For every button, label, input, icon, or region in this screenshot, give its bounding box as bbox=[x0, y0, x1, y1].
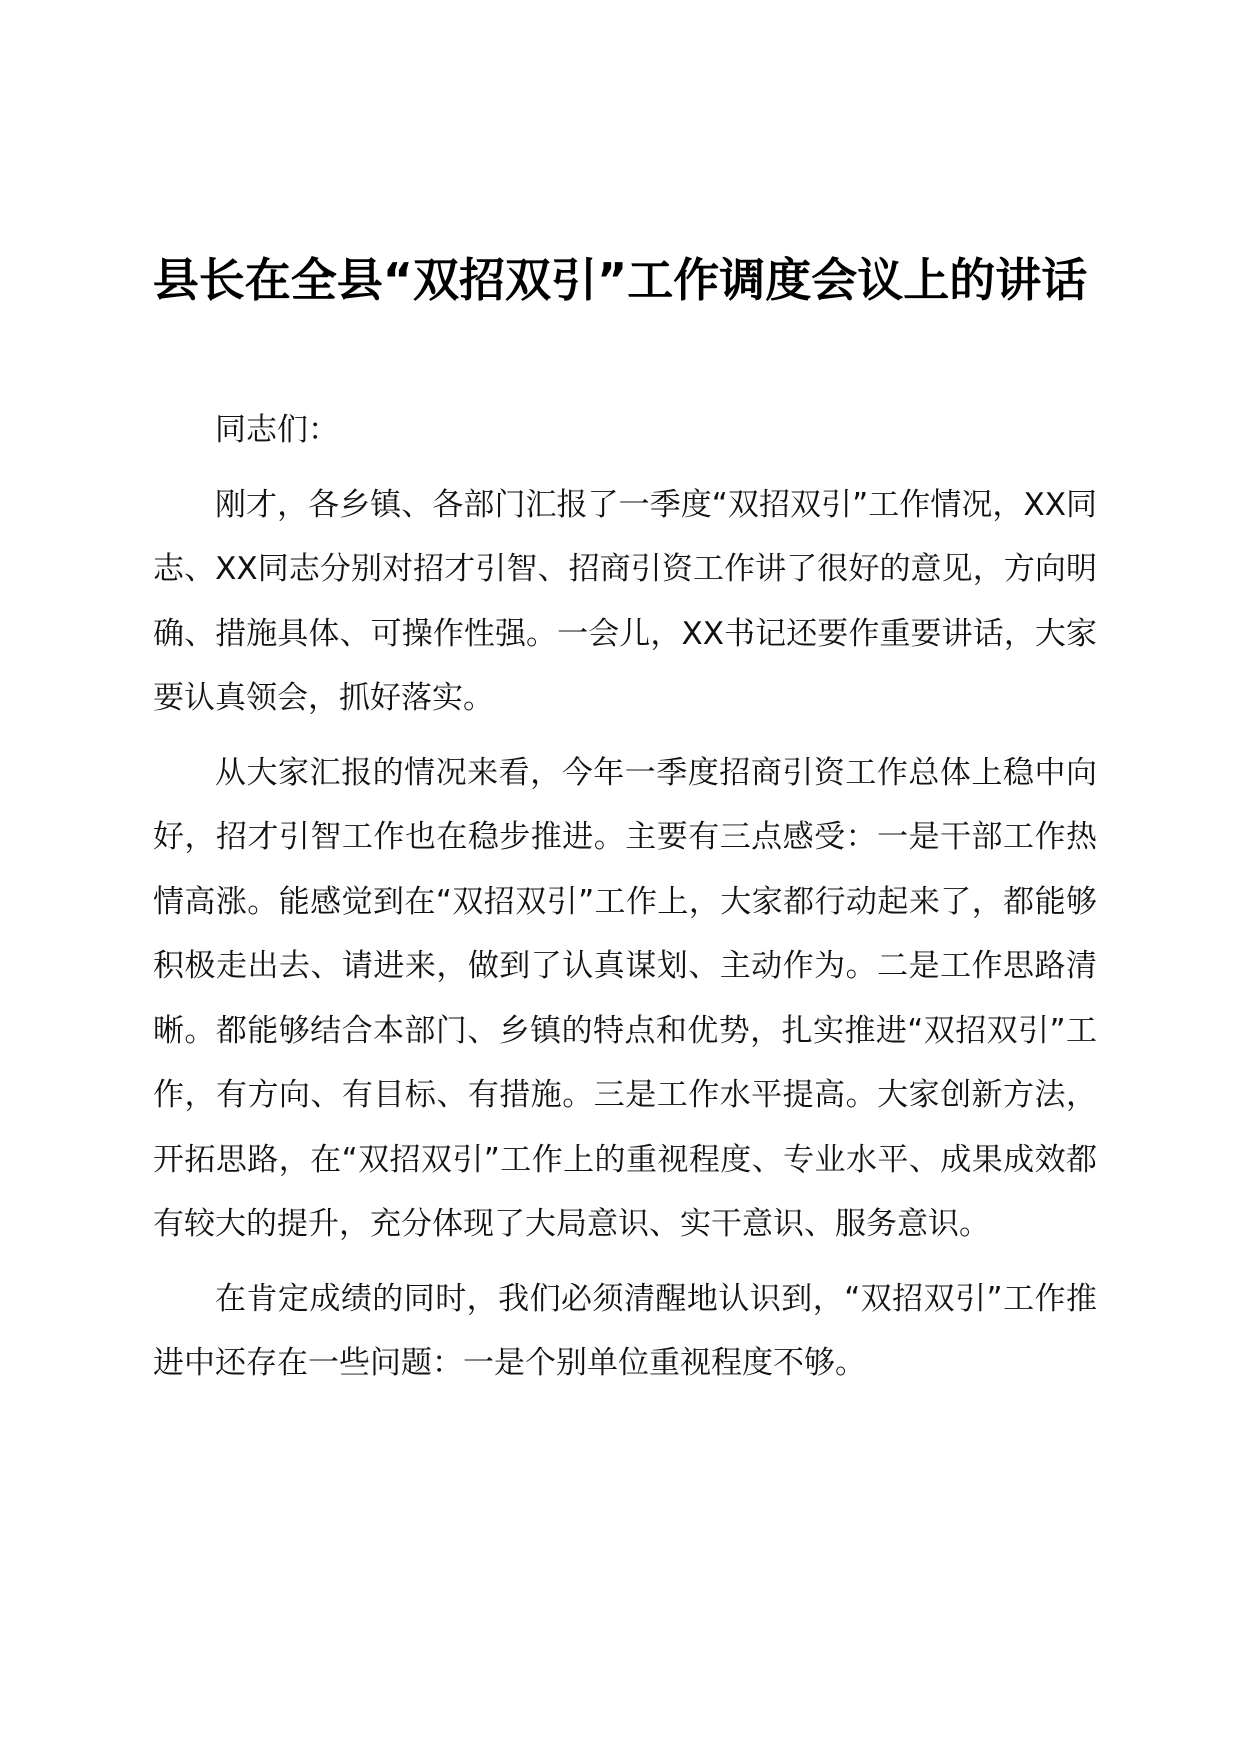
document-title: 县长在全县“双招双引”工作调度会议上的讲话 bbox=[152, 253, 1088, 307]
salutation: 同志们： bbox=[215, 412, 339, 448]
paragraph-1: 刚才，各乡镇、各部门汇报了一季度“双招双引”工作情况，XX同志、XX同志分别对招才引智、招商引资工作讲了很好的意见，方向明确、措施具体、可操作性强。一会儿，XX书记还要作重要讲话，大家要认真领会，抓好落实。 bbox=[153, 486, 1097, 716]
paragraph-2: 从大家汇报的情况来看，今年一季度招商引资工作总体上稳中向好，招才引智工作也在稳步推进。主要有三点感受：一是干部工作热情高涨。能感觉到在“双招双引”工作上，大家都行动起来了，都能够积极走出去、请进来，做到了认真谋划、主动作为。二是工作思路清晰。都能够结合本部门、乡镇的特点和优势，扎实推进“双招双引”工作，有方向、有目标、有措施。三是工作水平提高。大家创新方法，开拓思路，在“双招双引”工作上的重视程度、专业水平、成果成效都有较大的提升，充分体现了大局意识、实干意识、服务意识。 bbox=[153, 754, 1097, 1242]
document-body bbox=[153, 398, 1097, 1406]
paragraph-3: 在肯定成绩的同时，我们必须清醒地认识到，“双招双引”工作推进中还存在一些问题：一是个别单位重视程度不够。 bbox=[153, 1280, 1097, 1381]
